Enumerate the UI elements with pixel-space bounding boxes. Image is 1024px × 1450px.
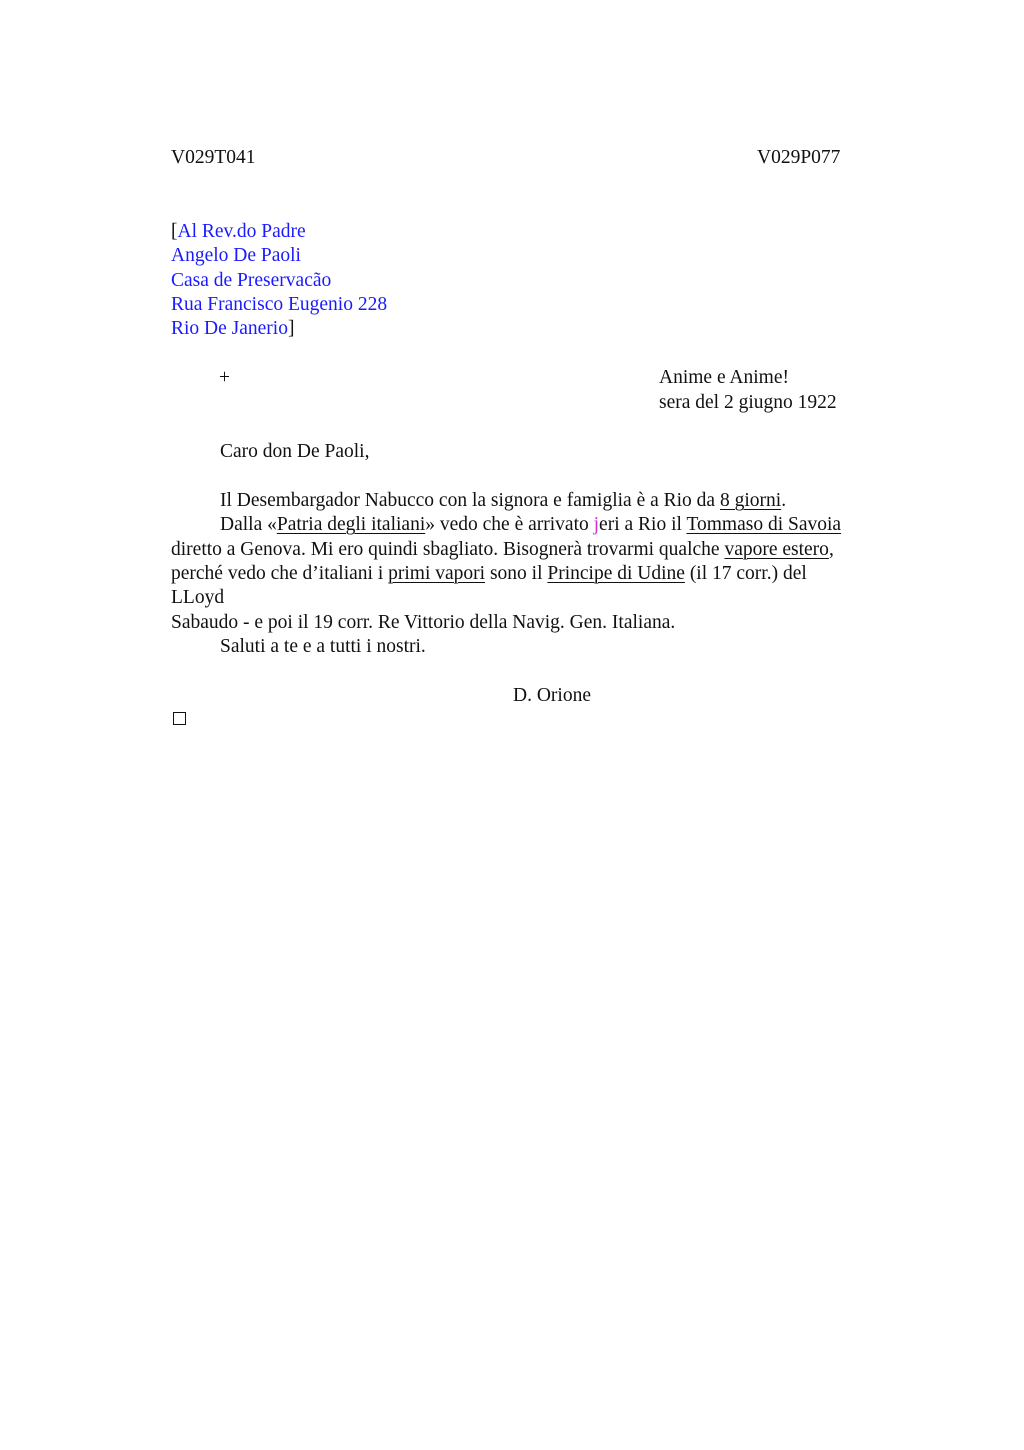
salutation: Caro don De Paoli, <box>220 441 370 462</box>
cross-symbol: + <box>219 367 230 388</box>
body-line: Saluti a te e a tutti i nostri. <box>220 636 426 657</box>
underlined-text: Patria degli italiani <box>276 514 426 535</box>
body-line: perché vedo che d’italiani i primi vapori sono il Principe di Udine (il 17 corr.) del <box>171 563 807 584</box>
address-line: Rio De Janerio <box>171 318 288 339</box>
document-code-left: V029T041 <box>171 147 256 168</box>
address-line: Rua Francisco Eugenio 228 <box>171 294 388 315</box>
highlighted-letter: j <box>593 514 600 535</box>
address-line: Casa de Preservacão <box>171 270 332 291</box>
body-line: Sabaudo - e poi il 19 corr. Re Vittorio della Navig. Gen. Italiana. <box>171 612 676 633</box>
end-mark-box <box>173 712 186 725</box>
underlined-text: vapore estero <box>724 539 829 560</box>
address-close-bracket: ] <box>287 318 295 339</box>
dateline-motto: Anime e Anime! <box>659 367 789 388</box>
address-line: Angelo De Paoli <box>171 245 301 266</box>
underlined-text: Tommaso di Savoia <box>686 514 842 535</box>
underlined-text: Principe di Udine <box>547 563 685 584</box>
signature: D. Orione <box>513 685 591 706</box>
body-line: diretto a Genova. Mi ero quindi sbagliato. Bisognerà trovarmi qualche vapore estero, <box>171 539 834 560</box>
dateline-date: sera del 2 giugno 1922 <box>659 392 837 413</box>
body-line: Dalla «Patria degli italiani» vedo che è arrivato jeri a Rio il Tommaso di Savoia <box>220 514 842 535</box>
underlined-text: 8 giorni <box>719 490 782 511</box>
document-code-right: V029P077 <box>757 147 841 168</box>
underlined-text: primi vapori <box>388 563 486 584</box>
address-open-bracket: [ <box>171 221 178 242</box>
address-line: Al Rev.do Padre <box>177 221 306 242</box>
body-line: Il Desembargador Nabucco con la signora e famiglia è a Rio da 8 giorni. <box>220 490 787 511</box>
body-line: LLoyd <box>171 587 225 608</box>
